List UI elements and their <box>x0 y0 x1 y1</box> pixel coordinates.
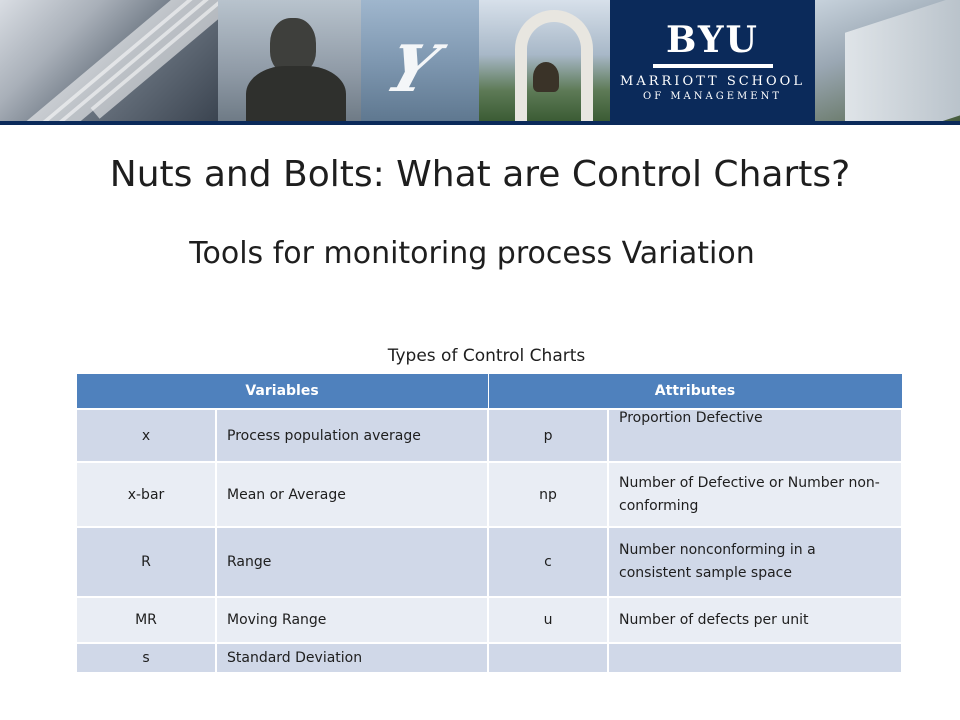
slide-title: Nuts and Bolts: What are Control Charts? <box>109 154 851 195</box>
attribute-symbol: p <box>488 409 608 462</box>
bell-icon <box>533 62 559 92</box>
banner-photo-building <box>0 0 218 121</box>
table-row <box>76 409 902 462</box>
slide-subtitle: Tools for monitoring process Variation <box>189 236 755 271</box>
header-variables: Variables <box>76 374 488 410</box>
variable-description: Process population average <box>216 409 488 462</box>
variable-symbol: x-bar <box>76 462 216 527</box>
y-mountain-icon: Y <box>376 32 448 107</box>
header-banner <box>0 0 960 121</box>
attribute-description: Number of defects per unit <box>608 597 902 643</box>
variable-description: Mean or Average <box>216 462 488 527</box>
banner-divider <box>0 121 960 125</box>
attribute-description <box>608 643 902 673</box>
variable-description: Moving Range <box>216 597 488 643</box>
attribute-description: Number nonconforming in a consistent sample space <box>608 527 902 597</box>
banner-photo-bell-arch <box>479 0 610 121</box>
byu-marriott-logo <box>610 0 815 121</box>
attribute-symbol: np <box>488 462 608 527</box>
table-row <box>76 462 902 527</box>
table-row <box>76 527 902 597</box>
table-caption: Types of Control Charts <box>387 346 586 366</box>
attribute-description: Proportion Defective <box>608 409 902 462</box>
variable-symbol: MR <box>76 597 216 643</box>
banner-photo-statue <box>218 0 361 121</box>
attribute-symbol: u <box>488 597 608 643</box>
logo-main-text: BYU <box>666 19 759 61</box>
banner-photo-modern-building <box>815 0 960 121</box>
variable-description: Range <box>216 527 488 597</box>
variable-symbol: x <box>76 409 216 462</box>
attribute-symbol <box>488 643 608 673</box>
attribute-description: Number of Defective or Number non-conforming <box>608 462 902 527</box>
attribute-symbol: c <box>488 527 608 597</box>
logo-sub-text: OF MANAGEMENT <box>643 91 782 102</box>
variable-symbol: s <box>76 643 216 673</box>
variable-description: Standard Deviation <box>216 643 488 673</box>
banner-photo-y-mountain <box>361 0 479 121</box>
logo-school-text: MARRIOTT SCHOOL <box>620 74 805 89</box>
variable-symbol: R <box>76 527 216 597</box>
table-row <box>76 597 902 643</box>
table-header-row <box>76 374 902 410</box>
header-attributes: Attributes <box>488 374 902 410</box>
control-charts-table <box>75 373 903 674</box>
table-row <box>76 643 902 673</box>
